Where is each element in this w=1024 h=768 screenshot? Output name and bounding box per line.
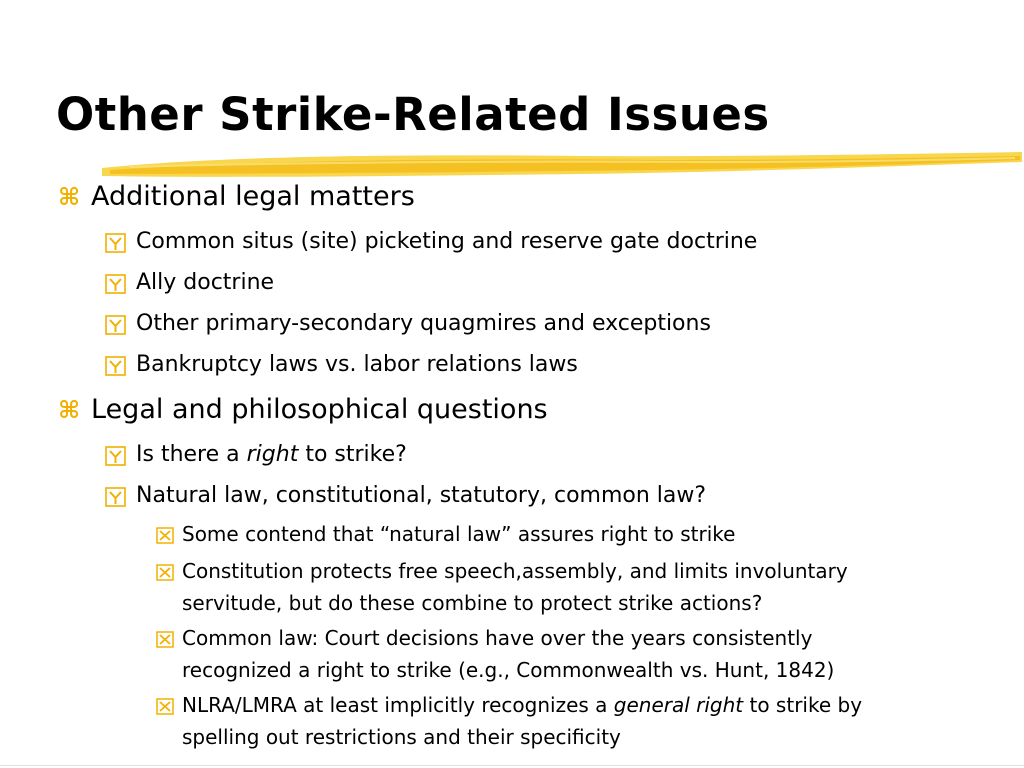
- text-fragment: Is there a: [136, 442, 247, 467]
- sub-item-line: recognized a right to strike (e.g., Commonwealth vs. Hunt, 1842): [182, 658, 835, 682]
- command-key-icon: ⌘: [58, 183, 81, 211]
- sub-item-line: [182, 689, 862, 721]
- emphasis-text: right: [246, 442, 299, 467]
- checkbox-y-icon: [105, 446, 127, 466]
- slide: Other Strike-Related Issues ⌘ Additional legal matters Common situs (site) picketing and reserve gate doctrine Ally doctrine Other primary-secondary quagmires and exceptions Bankruptcy laws vs. labor relations laws ⌘ Legal and philosophical questions Is there a right to strike? Natural law, constitutional, statutory, common law? Some contend that “natural law” assures right to strike Constitution protects free speech,assembly, and limits involuntary servitude, but do these combine to protect strike actions? Common law: Court decisions have over the years consistently recognized a right to strike (e.g., Commonwealth vs. Hunt, 1842) NLRA/LMRA at least implicitly recognizes a general right to strike by spelling out restrictions and their specificity: [0, 0, 1024, 768]
- checkbox-y-icon: [105, 233, 127, 253]
- sub-item-line: servitude, but do these combine to protect strike actions?: [182, 591, 763, 615]
- checkbox-y-icon: [105, 274, 127, 294]
- checkbox-y-icon: [105, 315, 127, 335]
- bottom-divider: [0, 765, 1024, 766]
- slide-title: Other Strike-Related Issues: [56, 88, 770, 141]
- command-key-icon: ⌘: [58, 396, 81, 424]
- emphasis-text: general right: [613, 693, 744, 717]
- checkbox-y-icon: [105, 487, 127, 507]
- checkbox-x-icon: [156, 564, 174, 581]
- text-fragment: NLRA/LMRA at least implicitly recognizes a: [182, 693, 614, 717]
- checkbox-x-icon: [156, 631, 174, 648]
- text-fragment: to strike by: [743, 693, 863, 717]
- text-fragment: to strike?: [298, 442, 407, 467]
- sub-item-line: Constitution protects free speech,assembly, and limits involuntary: [182, 559, 848, 583]
- checkbox-x-icon: [156, 527, 174, 544]
- sub-item-line: Some contend that “natural law” assures right to strike: [182, 522, 736, 546]
- checkbox-x-icon: [156, 698, 174, 715]
- sub-item-line: Common law: Court decisions have over the years consistently: [182, 626, 813, 650]
- sub-item-line: spelling out restrictions and their specificity: [182, 725, 621, 749]
- checkbox-y-icon: [105, 356, 127, 376]
- highlight-swoosh-icon: [100, 148, 1024, 184]
